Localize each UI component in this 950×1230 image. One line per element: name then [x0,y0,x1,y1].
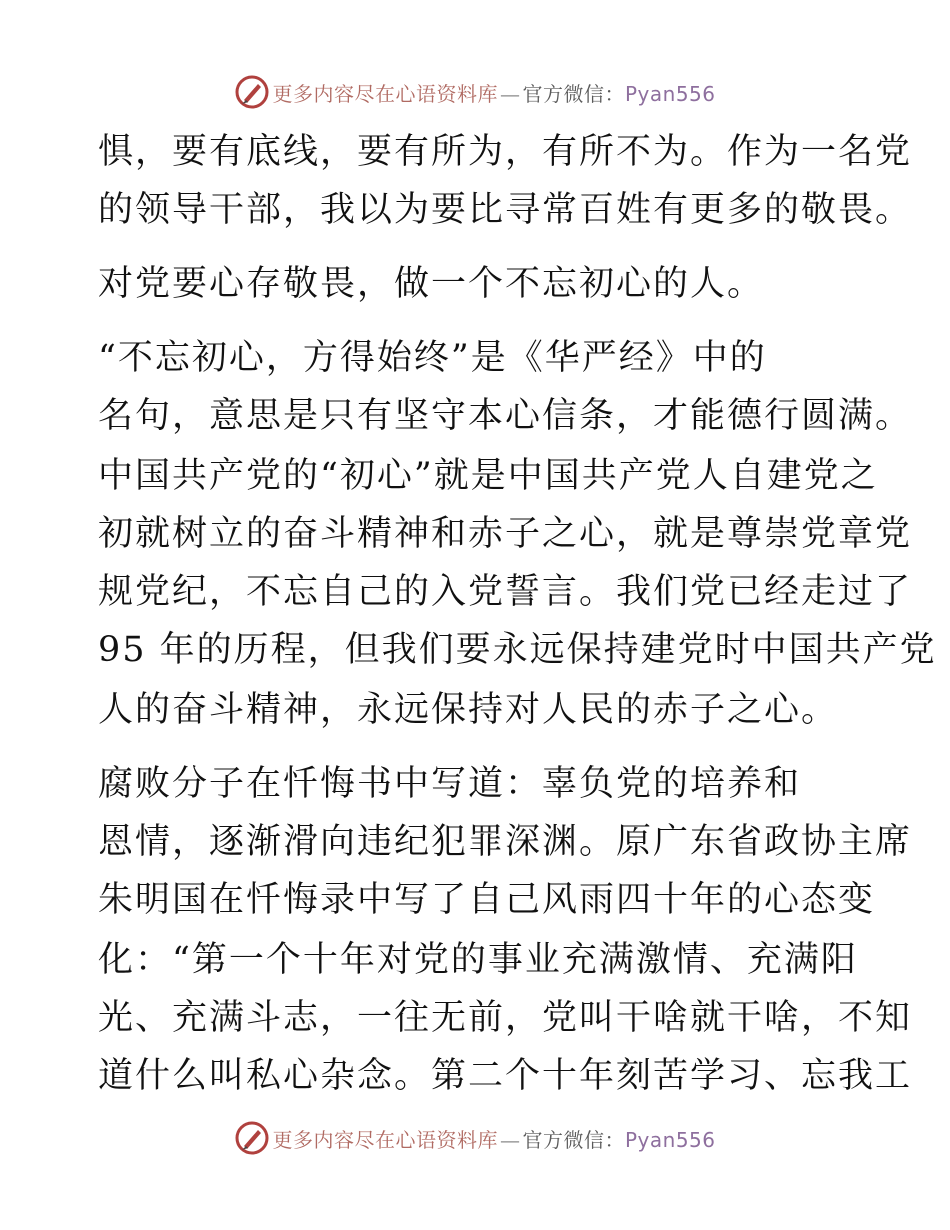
text-line: 中国共产党的“初心”就是中国共产党人自建党之 [98,456,878,496]
text-line: 恩情，逐渐滑向违纪犯罪深渊。原广东省政协主席 [98,822,913,862]
text-line: 的领导干部，我以为要比寻常百姓有更多的敬畏。 [98,190,913,230]
watermark-official: 官方微信： [522,81,625,106]
watermark-dash: — [499,1127,521,1152]
text-line: “不忘初心，方得始终”是《华严经》中的 [98,338,767,378]
text-line: 人的奋斗精神，永远保持对人民的赤子之心。 [98,690,839,730]
text-line: 初就树立的奋斗精神和赤子之心，就是尊崇党章党 [98,514,913,554]
text-line: 对党要心存敬畏，做一个不忘初心的人。 [98,264,765,304]
text-line: 惧，要有底线，要有所为，有所不为。作为一名党 [98,132,913,172]
watermark-site: 更多内容尽在心语资料库 [272,81,498,106]
watermark-text [272,1124,715,1153]
text-line: 名句，意思是只有坚守本心信条，才能德行圆满。 [98,396,913,436]
text-line: 规党纪，不忘自己的入党誓言。我们党已经走过了 [98,572,913,612]
watermark-dash: — [499,81,521,106]
watermark-site: 更多内容尽在心语资料库 [272,1127,498,1152]
text-line: 化：“第一个十年对党的事业充满激情、充满阳 [98,940,858,980]
footer-watermark [0,1118,950,1158]
text-line: 95 年的历程，但我们要永远保持建党时中国共产党 [98,630,937,670]
watermark-wechat-id: Pyan556 [624,81,716,106]
text-line: 道什么叫私心杂念。第二个十年刻苦学习、忘我工 [98,1056,913,1096]
text-line: 光、充满斗志，一往无前，党叫干啥就干啥，不知 [98,998,913,1038]
watermark-official: 官方微信： [522,1127,625,1152]
pen-logo-icon [234,1120,270,1156]
text-line: 朱明国在忏悔录中写了自己风雨四十年的心态变 [98,880,876,920]
watermark-wechat-id: Pyan556 [624,1127,716,1152]
text-line: 腐败分子在忏悔书中写道：辜负党的培养和 [98,764,802,804]
